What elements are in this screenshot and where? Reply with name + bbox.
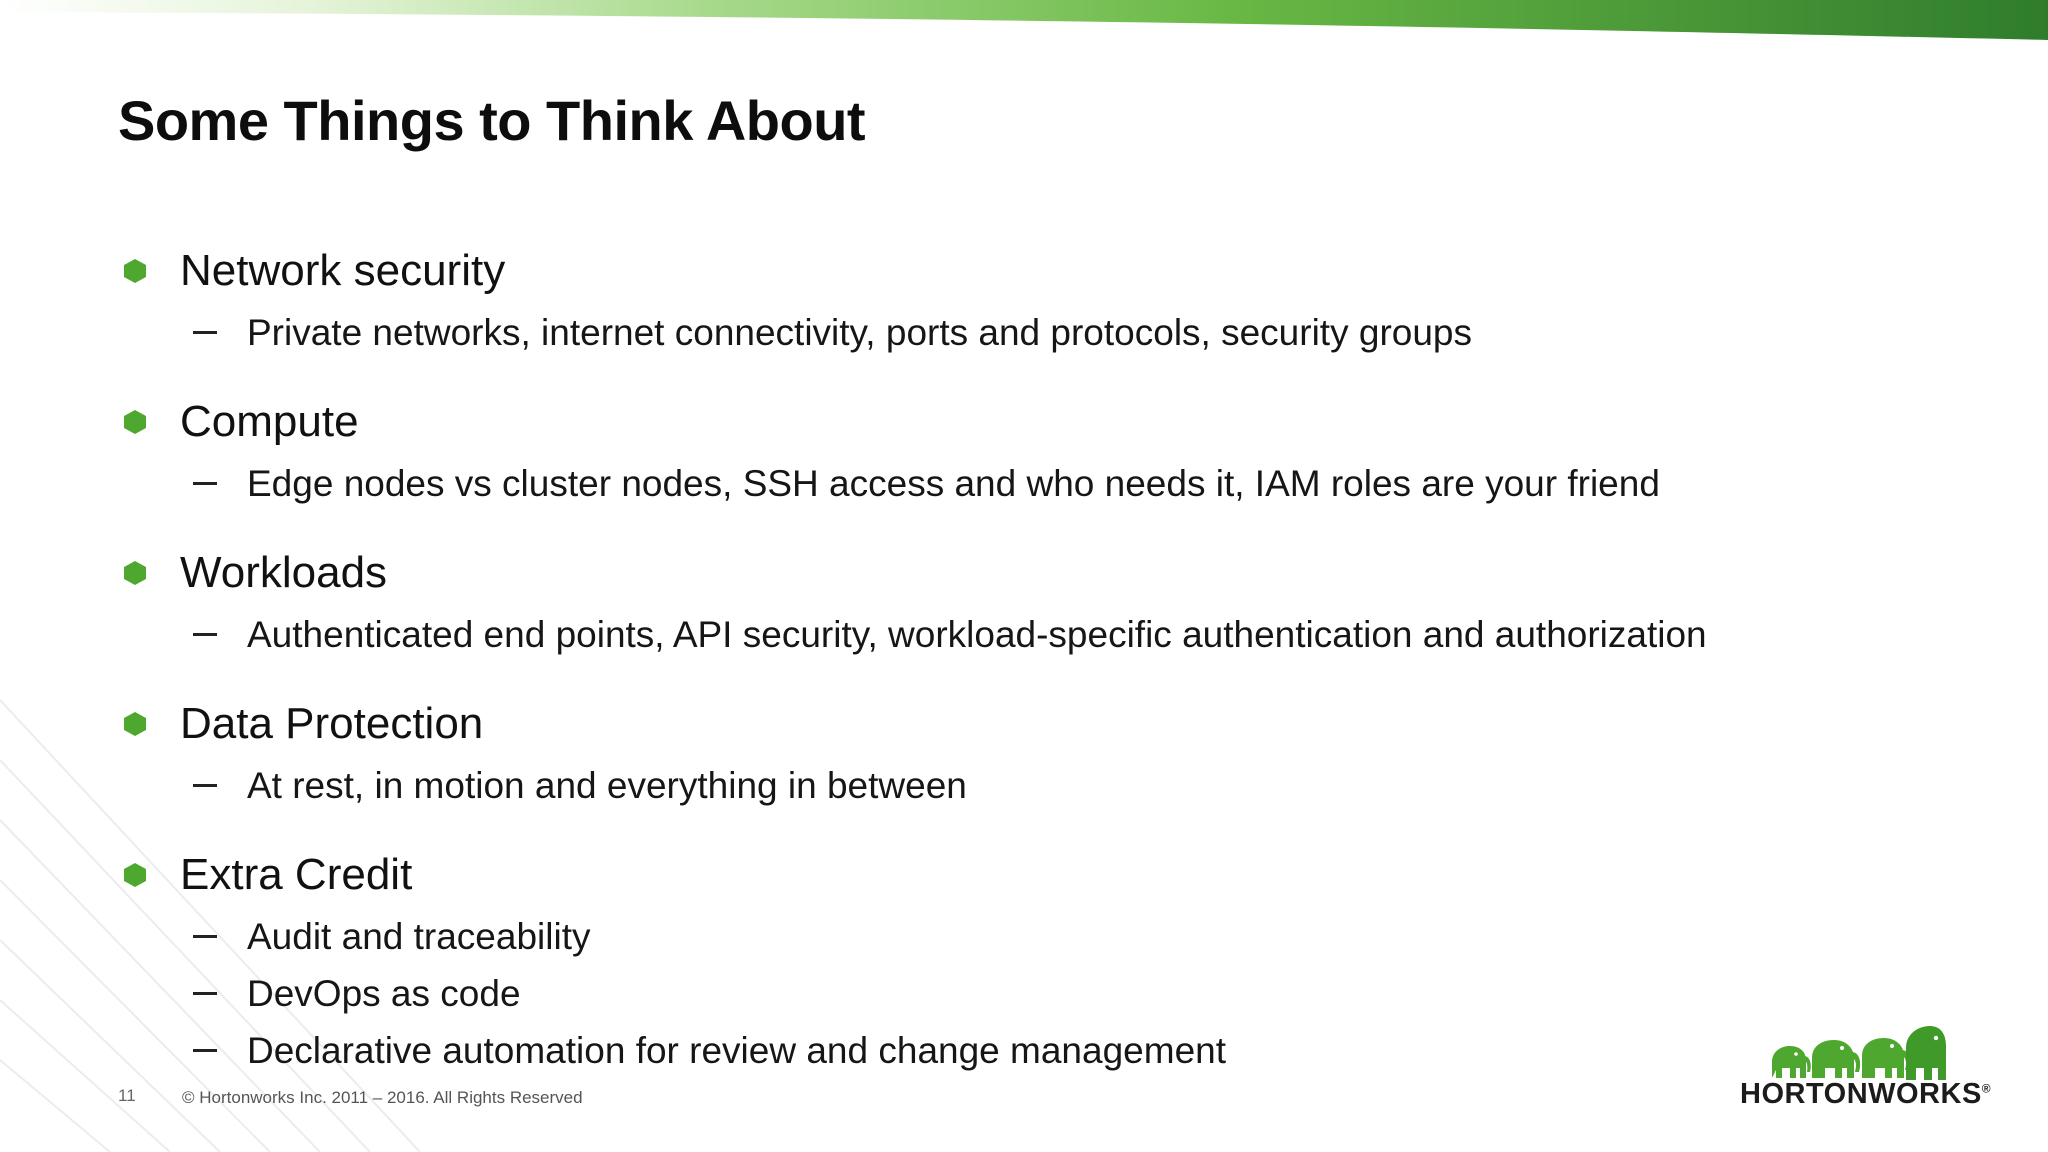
- dash-marker: [193, 935, 217, 938]
- sub-bullet-item: [118, 908, 1958, 965]
- brand-wordmark: [1740, 1078, 1992, 1111]
- hexagon-bullet-icon: [122, 862, 148, 888]
- bullet-section: [118, 540, 1958, 663]
- sub-bullet-item: [118, 455, 1958, 512]
- page-number: 11: [118, 1086, 136, 1105]
- sub-bullet-text: Authenticated end points, API security, workload-specific authentication and authorization: [247, 613, 1707, 655]
- bullet-heading: Extra Credit: [180, 850, 413, 899]
- elephants-icon: [1766, 1026, 1946, 1082]
- slide-title: Some Things to Think About: [118, 89, 866, 152]
- sub-bullet-text: At rest, in motion and everything in between: [247, 764, 967, 806]
- dash-marker: [193, 992, 217, 995]
- hexagon-bullet-icon: [122, 560, 148, 586]
- bullet-section: [118, 842, 1958, 1079]
- sub-bullet-item: [118, 757, 1958, 814]
- sub-bullet-text: Declarative automation for review and change management: [247, 1029, 1227, 1071]
- copyright-text: © Hortonworks Inc. 2011 – 2016. All Rights Reserved: [182, 1088, 583, 1107]
- top-accent-band: [0, 0, 2048, 45]
- bullet-list: [118, 238, 1958, 1107]
- sub-bullet-text: Audit and traceability: [247, 915, 591, 957]
- sub-bullet-text: Private networks, internet connectivity, ports and protocols, security groups: [247, 311, 1472, 353]
- sub-bullet-item: [118, 304, 1958, 361]
- bullet-item: [118, 842, 1958, 908]
- bullet-section: [118, 691, 1958, 814]
- sub-bullet-text: Edge nodes vs cluster nodes, SSH access and who needs it, IAM roles are your friend: [247, 462, 1660, 504]
- bullet-heading: Network security: [180, 246, 506, 295]
- sub-bullet-text: DevOps as code: [247, 972, 521, 1014]
- dash-marker: [193, 1049, 217, 1052]
- bullet-heading: Compute: [180, 397, 359, 446]
- dash-marker: [193, 331, 217, 334]
- bullet-heading: Data Protection: [180, 699, 484, 748]
- bullet-item: [118, 691, 1958, 757]
- dash-marker: [193, 482, 217, 485]
- dash-marker: [193, 784, 217, 787]
- hexagon-bullet-icon: [122, 409, 148, 435]
- bullet-item: [118, 238, 1958, 304]
- bullet-section: [118, 238, 1958, 361]
- sub-bullet-item: [118, 1022, 1958, 1079]
- sub-bullet-item: [118, 965, 1958, 1022]
- hexagon-bullet-icon: [122, 711, 148, 737]
- bullet-item: [118, 389, 1958, 455]
- dash-marker: [193, 633, 217, 636]
- bullet-section: [118, 389, 1958, 512]
- hortonworks-logo: [1740, 1026, 1992, 1110]
- bullet-heading: Workloads: [180, 548, 388, 597]
- registered-mark: ®: [1981, 1081, 1992, 1096]
- bullet-item: [118, 540, 1958, 606]
- sub-bullet-item: [118, 606, 1958, 663]
- hexagon-bullet-icon: [122, 258, 148, 284]
- brand-name: HORTONWORKS: [1740, 1078, 1982, 1110]
